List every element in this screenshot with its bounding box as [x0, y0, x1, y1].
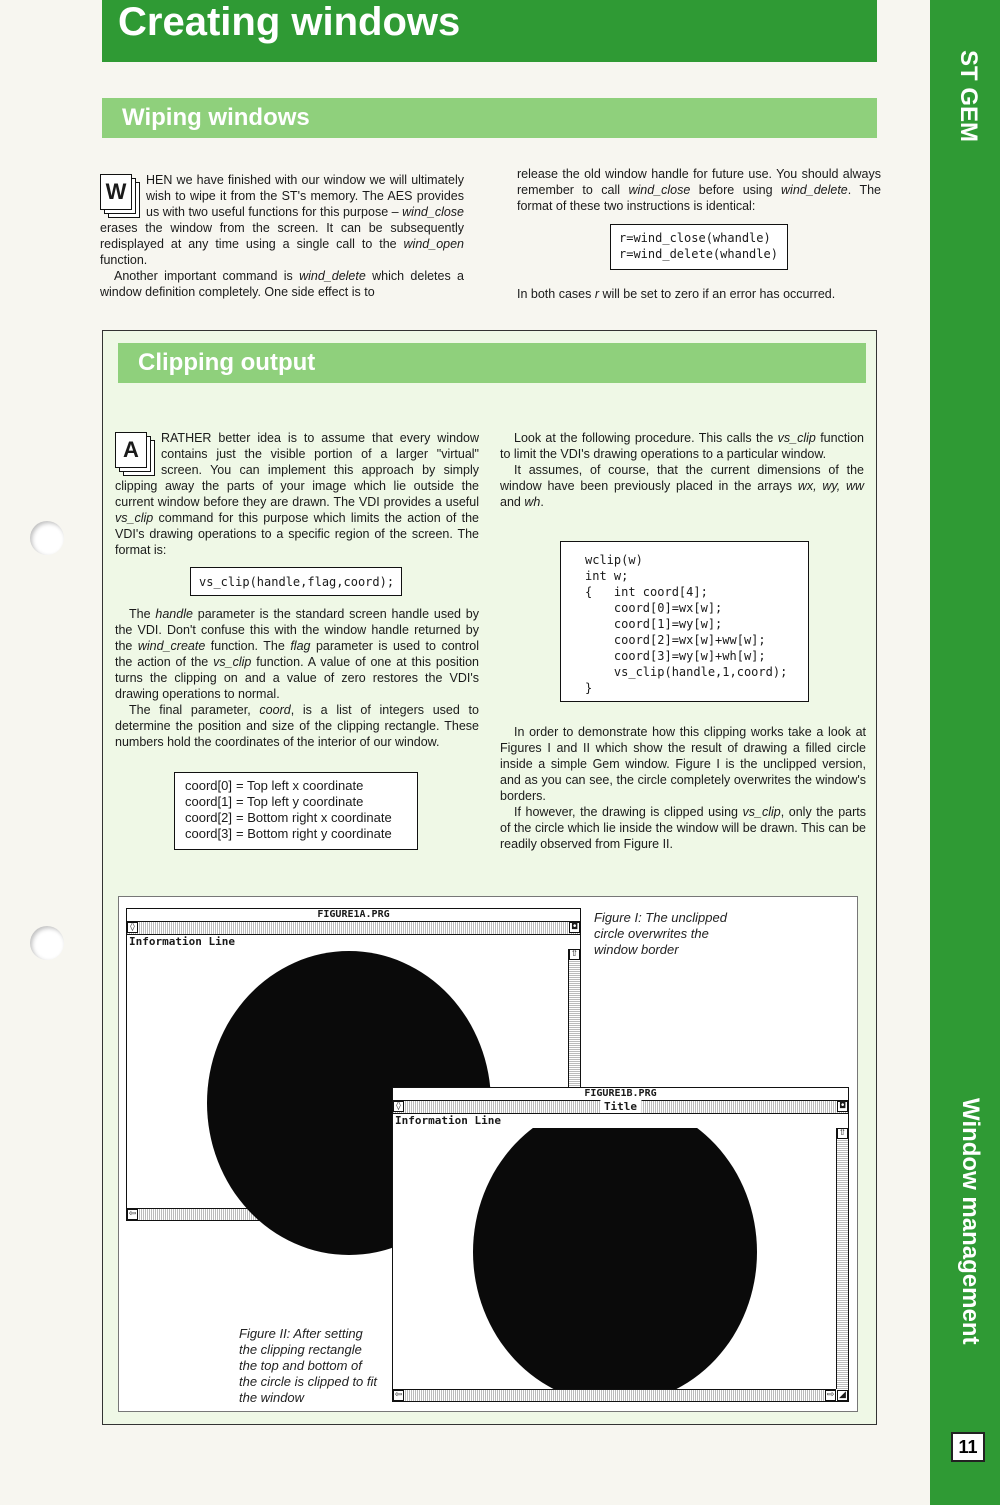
section-heading-wiping: Wiping windows: [102, 98, 877, 138]
left-arrow-icon: ⇦: [128, 1209, 137, 1219]
figure-2-info-line: Information Line: [395, 1114, 501, 1127]
left-arrow-icon: ⇦: [394, 1390, 403, 1400]
right-arrow-icon: ⇨: [826, 1390, 835, 1400]
side-label-st-gem: ST GEM: [955, 50, 982, 143]
figure-2-vertical-scrollbar: [836, 1128, 848, 1389]
clipping-paragraph-7: If however, the drawing is clipped using vs_clip, only the parts of the circle which lie inside the window will be drawn. This can be readily observed from Figure II.: [500, 805, 866, 851]
page-title: Creating windows: [102, 0, 877, 62]
dropcap-w: W: [100, 174, 140, 218]
wiping-column-2: [517, 166, 881, 214]
figure-2-bar-title: Title: [600, 1100, 641, 1113]
coord-row: coord[2] = Bottom right x coordinate: [185, 810, 392, 825]
clipping-paragraph-4: Look at the following procedure. This calls the vs_clip function to limit the VDI's drawing operations to a particular window.: [500, 431, 864, 461]
wiping-paragraph-2: Another important command is wind_delete which deletes a window definition completely. One side effect is to: [100, 269, 464, 299]
up-arrow-icon: ⇧: [570, 949, 579, 959]
wiping-column-1: [100, 172, 464, 300]
figure-1-window-title: FIGURE1A.PRG: [127, 909, 580, 922]
punch-hole: [30, 926, 64, 960]
resize-box-icon: ◢: [837, 1390, 848, 1401]
page-number: 11: [951, 1432, 985, 1462]
coord-table: [174, 772, 418, 850]
vs-clip-format-code: vs_clip(handle,flag,coord);: [190, 567, 402, 596]
figure-2-clipped-circle: [393, 1128, 836, 1389]
side-label-window-management: Window management: [957, 1098, 984, 1345]
clipping-paragraph-5: It assumes, of course, that the current dimensions of the window have been previously placed in the arrays wx, wy, ww and wh.: [500, 463, 865, 509]
punch-hole: [30, 521, 64, 555]
fuller-box-icon: ◘: [838, 1101, 847, 1111]
figure-1-caption: Figure I: The unclipped circle overwrites the window border: [594, 910, 727, 957]
dropcap-a: A: [115, 432, 155, 476]
close-box-icon: ◊: [127, 922, 138, 933]
figure-2-move-bar: [393, 1101, 848, 1114]
figure-1-info-line: Information Line: [129, 935, 235, 948]
clipping-paragraph-6: In order to demonstrate how this clipping works take a look at Figures I and II which show the result of drawing a filled circle inside a simple Gem window. Figure I is the unclipped version, and as you can see, the circle completely overwrites the window's borders.: [500, 725, 866, 803]
clipping-paragraph-2: The handle parameter is the standard screen handle used by the VDI. Don't confuse this with the window handle returned by the wind_create function. The flag parameter is used to control the action of the vs_clip function. A value of one at this position turns the clipping on and a value of zero restores the VDI's drawing operations to normal.: [115, 607, 480, 701]
wind-close-code: r=wind_close(whandle) r=wind_delete(whandle): [610, 224, 788, 270]
close-box-icon: ◊: [393, 1101, 404, 1112]
coord-row: coord[3] = Bottom right y coordinate: [185, 826, 392, 841]
up-arrow-icon: ⇧: [838, 1128, 847, 1138]
clipping-paragraph-3: The final parameter, coord, is a list of integers used to determine the position and size of the clipping rectangle. These numbers hold the coordinates of the interior of our window.: [115, 703, 479, 749]
fuller-box-icon: ◘: [570, 922, 579, 932]
clipping-paragraph-1: RATHER better idea is to assume that every window contains just the visible portion of a larger "virtual" screen. You can implement this approach by simply clipping away the parts of your image which lie outside the current window before they are drawn. The VDI provides a useful vs_clip command for this purpose which limits the action of the VDI's drawing operations to a specific region of the screen. The format is:: [115, 431, 479, 557]
wiping-paragraph-4: In both cases r will be set to zero if an error has occurred.: [517, 287, 836, 301]
wiping-paragraph-3: release the old window handle for future use. You should always remember to call wind_close before using wind_delete. The format of these two instructions is identical:: [517, 167, 881, 213]
coord-row: coord[0] = Top left x coordinate: [185, 778, 364, 793]
figure-2-horizontal-scrollbar: [393, 1389, 836, 1401]
figure-2-window-title: FIGURE1B.PRG: [393, 1088, 848, 1101]
clipping-column-1: [115, 430, 479, 558]
section-heading-clipping: Clipping output: [118, 343, 866, 383]
clipping-column-2b: [500, 724, 866, 852]
coord-row: coord[1] = Top left y coordinate: [185, 794, 364, 809]
clipping-column-2: [500, 430, 864, 510]
figure-2-work-area: [393, 1128, 836, 1389]
wiping-paragraph-1: HEN we have finished with our window we will ultimately wish to wipe it from the ST's memory. The AES provides us with two useful functions for this purpose – wind_close erases the window from the screen. It can be subsequently redisplayed at any time using a single call to the wind_open function.: [100, 173, 464, 267]
figure-2-caption: Figure II: After setting the clipping rectangle the top and bottom of the circle is clipped to fit the window: [239, 1326, 378, 1405]
wclip-procedure-code: wclip(w) int w; { int coord[4]; coord[0]=wx[w]; coord[1]=wy[w]; coord[2]=wx[w]+ww[w]; coord[3]=wy[w]+wh[w]; vs_clip(handle,1,coord); }: [560, 541, 809, 702]
clipping-column-1b: [115, 606, 479, 750]
figure-2-window: [392, 1087, 849, 1402]
